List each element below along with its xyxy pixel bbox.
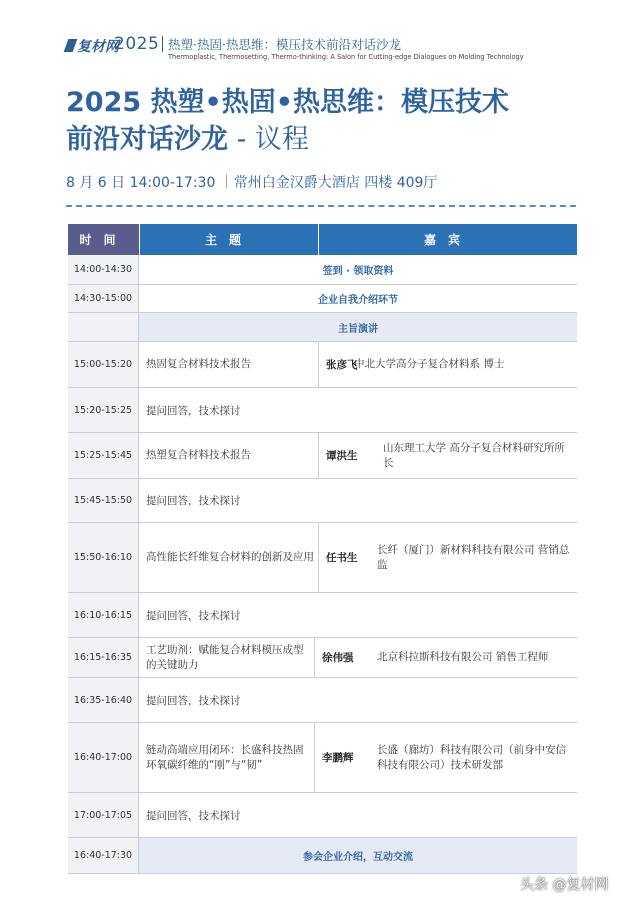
row-session-label: 参会企业介绍，互动交流 [139, 838, 577, 873]
table-row [68, 255, 577, 285]
table-row [68, 285, 577, 313]
row-time: 15:45-15:50 [68, 479, 139, 522]
row-time: 17:00-17:05 [68, 793, 139, 837]
column-divider [314, 723, 315, 792]
table-row [68, 593, 577, 638]
row-speaker-org: 长盛（廊坊）科技有限公司（前身中安信科技有限公司）技术研发部 [377, 743, 566, 771]
table-row [68, 838, 577, 874]
row-topic: 热固复合材料技术报告 [146, 358, 251, 370]
row-topic: 链动高端应用闭环：长盛科技热固环氧碳纤维的“刚”与“韧” [146, 743, 304, 771]
row-topic: 热塑复合材料技术报告 [146, 449, 251, 461]
row-discussion: 提问回答，技术探讨 [146, 404, 241, 417]
row-time: 16:10-16:15 [68, 593, 139, 637]
table-row [68, 793, 577, 838]
row-time: 16:15-16:35 [68, 638, 139, 677]
row-time: 14:00-14:30 [68, 255, 139, 284]
table-row [68, 638, 577, 678]
table-row [68, 678, 577, 723]
row-time [68, 313, 139, 341]
row-speaker-name: 张彦飞 [326, 359, 358, 371]
table-row [68, 479, 577, 523]
column-header-time: 时间 [68, 224, 139, 255]
row-speaker-name: 谭洪生 [326, 450, 358, 462]
row-time: 15:20-15:25 [68, 388, 139, 432]
column-header-topic: 主题 [139, 224, 318, 255]
dashed-divider [66, 205, 576, 207]
row-time: 14:30-15:00 [68, 285, 139, 312]
row-time: 16:35-16:40 [68, 678, 139, 722]
row-speaker-org: 中北大学高分子复合材料系 博士 [354, 358, 505, 370]
title-suffix: - 议程 [228, 124, 309, 155]
brand-logo [66, 36, 119, 56]
row-discussion: 提问回答，技术探讨 [146, 694, 241, 707]
row-speaker-name: 任书生 [326, 552, 358, 564]
column-divider [318, 523, 319, 592]
row-time: 16:40-17:00 [68, 723, 139, 792]
header-title-en: Thermoplastic, Thermosetting, Thermo-thinking: A Salon for Cutting-edge Dialogues on Molding Technology [168, 53, 524, 61]
table-row [68, 342, 577, 388]
watermark: 头条 @复材网 [520, 877, 609, 893]
table-row [68, 723, 577, 793]
row-topic: 高性能长纤维复合材料的创新及应用 [146, 551, 314, 563]
row-time: 15:50-16:10 [68, 523, 139, 592]
logo-mark-icon [64, 39, 78, 52]
column-divider [314, 638, 315, 677]
table-row [68, 433, 577, 479]
row-discussion: 提问回答，技术探讨 [146, 495, 241, 507]
row-speaker-name: 徐伟强 [322, 652, 354, 664]
page-header [66, 34, 586, 64]
row-speaker-org: 北京科拉斯科技有限公司 销售工程师 [377, 651, 549, 663]
page-title [66, 84, 586, 158]
row-speaker-org: 山东理工大学 高分子复合材料研究所所长 [383, 441, 565, 469]
logo-text: 复材网 [77, 39, 119, 55]
row-topic: 工艺助剂：赋能复合材料模压成型的关键助力 [146, 643, 304, 671]
header-title-cn: 热塑·热固·热思维：模压技术前沿对话沙龙 [168, 37, 401, 52]
row-discussion: 提问回答，技术探讨 [146, 809, 241, 822]
column-divider [318, 433, 319, 478]
row-speaker-name: 李鹏辉 [322, 752, 354, 764]
row-time: 16:40-17:30 [68, 838, 139, 873]
column-divider [318, 342, 319, 387]
row-session-label: 企业自我介绍环节 [318, 295, 398, 306]
title-line-1: 2025 热塑•热固•热思维：模压技术 [66, 87, 510, 118]
row-time: 15:25-15:45 [68, 433, 139, 478]
column-header-guest: 嘉宾 [318, 224, 577, 255]
header-divider [162, 36, 163, 52]
row-discussion: 提问回答，技术探讨 [146, 609, 241, 622]
row-time: 15:00-15:20 [68, 342, 139, 387]
table-row [68, 523, 577, 593]
header-year: 2025 [114, 34, 160, 54]
table-row [68, 313, 577, 342]
title-line-2: 前沿对话沙龙 [66, 124, 228, 155]
row-session-label: 主旨演讲 [139, 313, 577, 341]
table-row [68, 388, 577, 433]
event-date-venue: 8 月 6 日 14:00-17:30 ｜常州白金汉爵大酒店 四楼 409厅 [66, 175, 438, 191]
row-speaker-org: 长纤（厦门）新材料科技有限公司 营销总监 [377, 543, 570, 571]
row-session-label: 签到 · 领取资料 [322, 266, 394, 277]
